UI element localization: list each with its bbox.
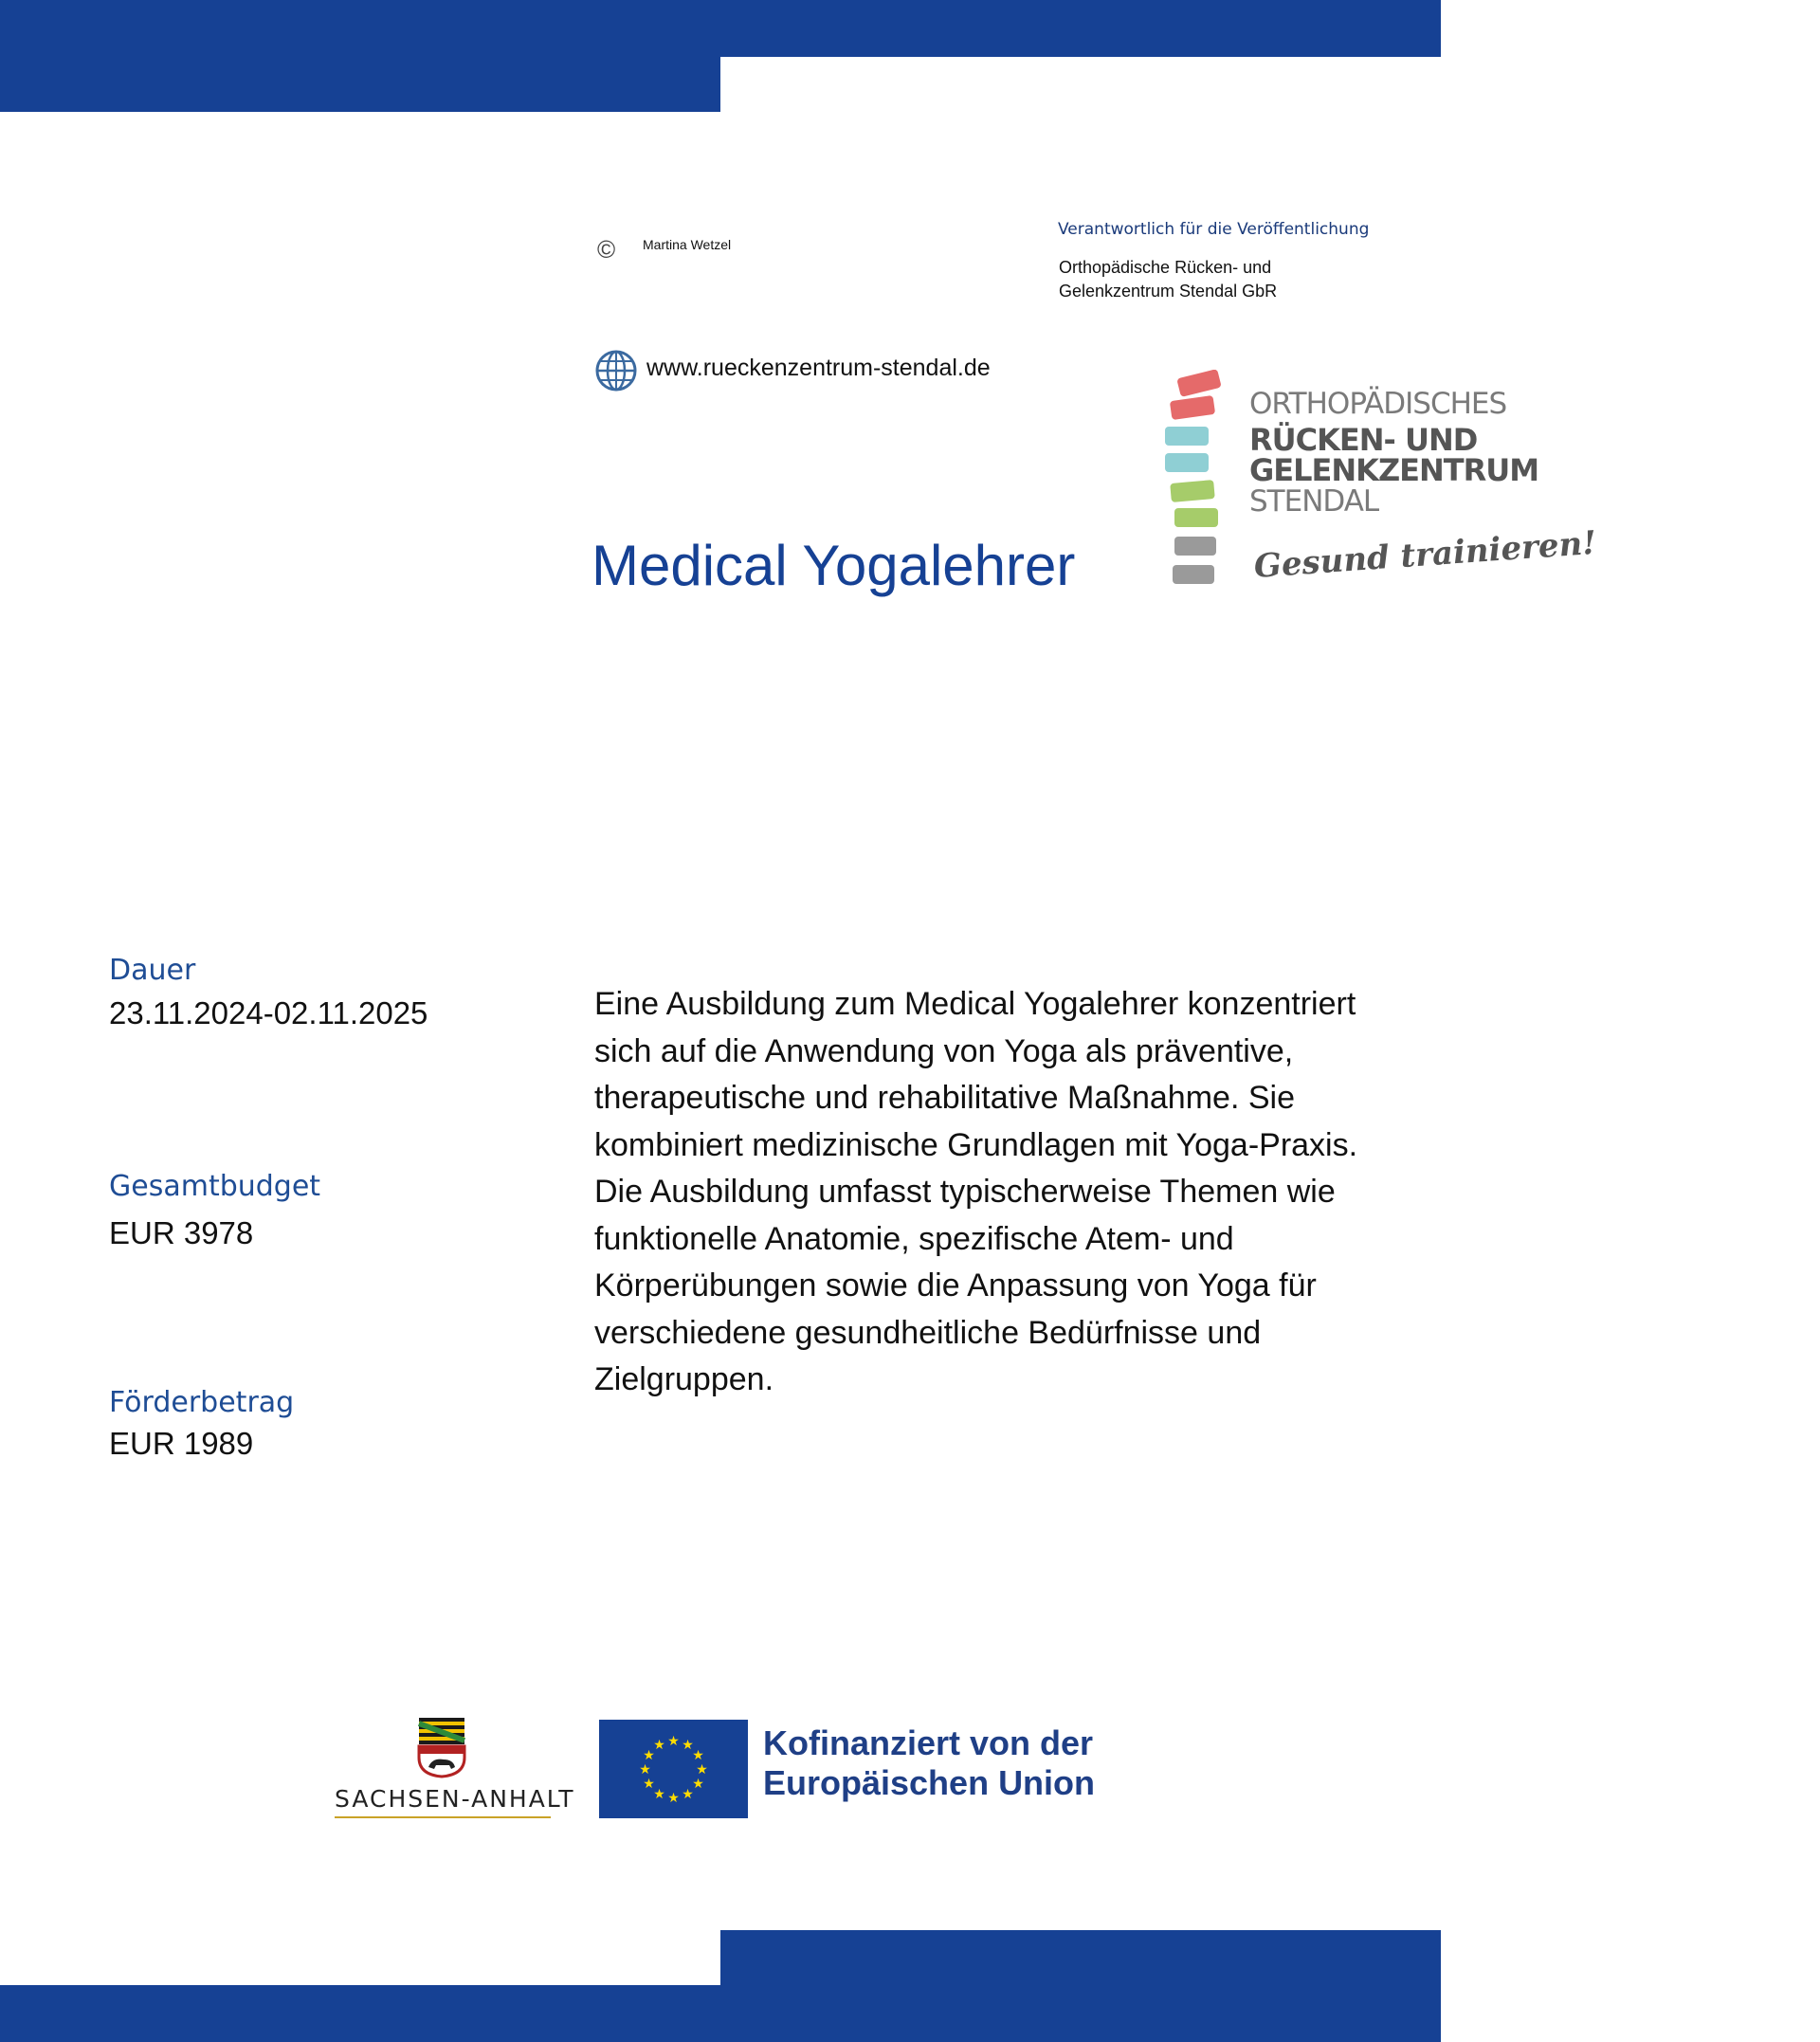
eu-star: ★ [696,1762,708,1778]
sachsen-anhalt-crest-icon [415,1716,468,1778]
logo-text-line2: RÜCKEN- UND [1249,422,1478,458]
eu-star: ★ [653,1787,665,1802]
eu-star: ★ [667,1734,680,1749]
eu-star: ★ [643,1777,655,1792]
responsible-title: Verantwortlich für die Veröffentlichung [1058,220,1370,239]
eu-star: ★ [682,1787,694,1802]
spine-segment [1165,453,1209,472]
spine-segment [1170,480,1215,502]
top-bar-left [0,55,720,112]
eu-star: ★ [692,1777,704,1792]
logo-text-line3: GELENKZENTRUM [1249,452,1539,488]
page-title: Medical Yogalehrer [592,534,1076,597]
spine-segment [1165,427,1209,446]
duration-label: Dauer [109,954,196,987]
eu-star: ★ [653,1738,665,1753]
funding-value: EUR 1989 [109,1426,254,1461]
eu-star: ★ [682,1738,694,1753]
spine-segment [1170,395,1215,420]
logo-text-line4: STENDAL [1249,484,1379,519]
budget-value: EUR 3978 [109,1215,254,1250]
photo-credit: Martina Wetzel [643,237,732,252]
course-description: Eine Ausbildung zum Medical Yogalehrer konzentriert sich auf die Anwendung von Yoga als präventive, therapeutische und rehabilitative Maßnahme. Sie kombiniert medizinische Grundlagen mit Yoga-Praxis. Die Ausbildung umfasst typischerweise Themen wie funktionelle Anatomie, spezifische Atem- und Körperübungen sowie die Anpassung von Yoga für verschiedene gesundheitliche Bedürfnisse und Zielgruppen. [594,986,1358,1397]
website-link[interactable]: www.rueckenzentrum-stendal.de [646,355,991,381]
sachsen-underline [335,1816,551,1818]
spine-logo-icon [1161,370,1237,597]
sachsen-anhalt-text: SACHSEN-ANHALT [335,1785,575,1813]
copyright-icon: © [597,235,616,264]
globe-icon [593,348,639,393]
responsible-org-line2: Gelenkzentrum Stendal GbR [1059,282,1278,301]
responsible-org [1059,256,1400,303]
spine-segment [1174,537,1216,556]
duration-value: 23.11.2024-02.11.2025 [109,995,428,1030]
eu-text-line2: Europäischen Union [763,1763,1096,1802]
bottom-bar-right [720,1930,1441,1987]
budget-label: Gesamtbudget [109,1170,321,1203]
logo-text-line1: ORTHOPÄDISCHES [1249,387,1507,421]
funding-label: Förderbetrag [109,1386,295,1419]
responsible-org-line1: Orthopädische Rücken- und [1059,258,1272,277]
eu-star: ★ [643,1748,655,1763]
eu-text-line1: Kofinanziert von der [763,1723,1094,1762]
eu-star: ★ [639,1762,651,1778]
bottom-bar-full [0,1985,1441,2042]
top-bar-full [0,0,1441,57]
eu-star: ★ [667,1791,680,1806]
eu-star: ★ [692,1748,704,1763]
spine-segment [1173,565,1214,584]
eu-flag-icon [599,1720,748,1818]
spine-segment [1174,508,1218,527]
eu-cofunding-text [763,1723,1095,1803]
spine-segment [1176,370,1222,397]
logo-slogan: Gesund trainieren! [1252,523,1598,586]
